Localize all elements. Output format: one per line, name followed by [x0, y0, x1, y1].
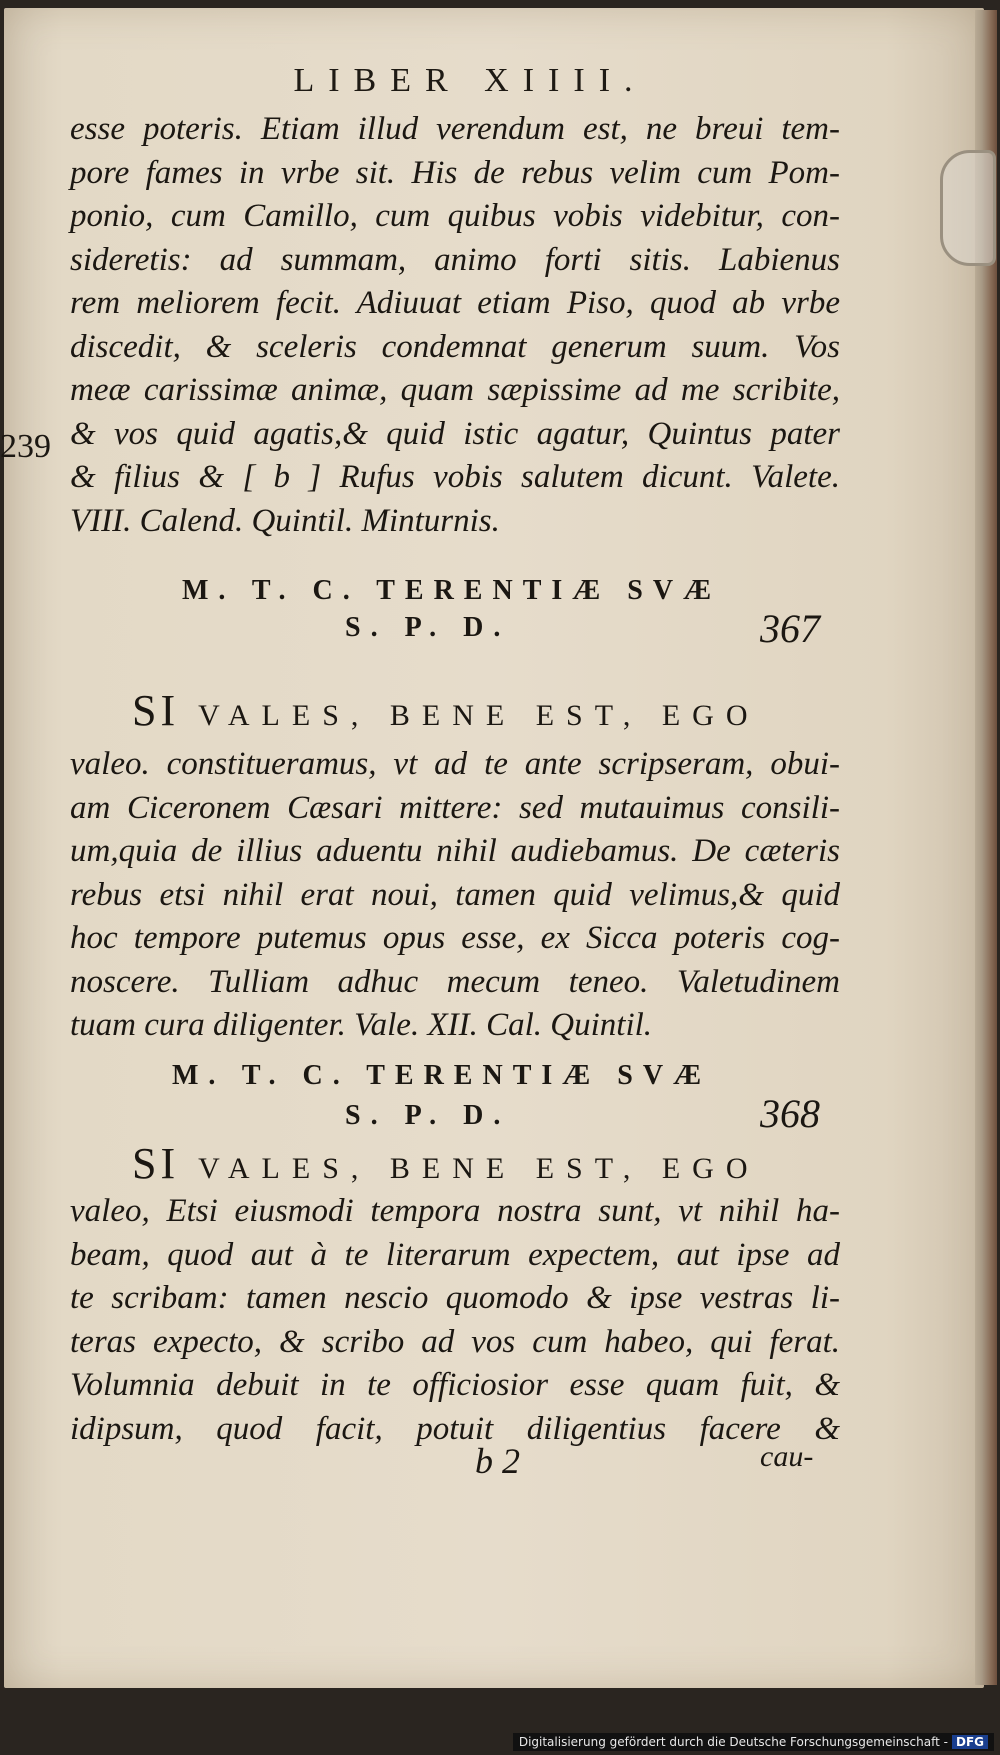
text-line: meæ carissimæ animæ, quam sæpissime ad me scribite, — [70, 372, 840, 408]
letter-number: 367 — [760, 606, 820, 651]
text-line: & vos quid agatis,& quid istic agatur, Quintus pater — [70, 415, 840, 452]
text-line: idipsum, quod facit, potuit diligentius facere & — [70, 1410, 840, 1447]
opening-capital: SI — [132, 1139, 180, 1188]
letter-body — [70, 743, 840, 1048]
dfg-logo: DFG — [952, 1735, 988, 1749]
text-line: discedit, & sceleris condemnat generum suum. Vos — [70, 328, 840, 365]
text-line: beam, quod aut à te literarum expectem, aut ipse ad — [70, 1236, 840, 1273]
opening-text: VALES, BENE EST, EGO — [198, 1152, 760, 1185]
text-line: VIII. Calend. Quintil. Minturnis. — [70, 502, 500, 539]
catchword: cau- — [760, 1440, 814, 1473]
text-line: ponio, cum Camillo, cum quibus vobis videbitur, con- — [70, 198, 840, 234]
text-line: hoc tempore putemus opus esse, ex Sicca poteris cog- — [70, 920, 840, 956]
text-line: Volumnia debuit in te officiosior esse quam fuit, & — [70, 1367, 840, 1403]
opening-capital: SI — [132, 686, 180, 735]
text-line: esse poteris. Etiam illud verendum est, ne breui tem- — [70, 111, 840, 147]
continuation-text — [70, 108, 840, 543]
text-line: am Ciceronem Cæsari mittere: sed mutauimus consili- — [70, 789, 840, 826]
opening-text: VALES, BENE EST, EGO — [198, 699, 760, 732]
marginal-number: 239 — [0, 428, 51, 465]
letter-salutation: S. P. D. — [345, 612, 511, 643]
letter-heading: M. T. C. TERENTIÆ SVÆ — [172, 1060, 712, 1091]
text-line: valeo. constitueramus, vt ad te ante scripseram, obui- — [70, 746, 840, 782]
text-line: um,quia de illius aduentu nihil audiebamus. De cæteris — [70, 833, 840, 869]
text-line: valeo, Etsi eiusmodi tempora nostra sunt, vt nihil ha- — [70, 1193, 840, 1229]
text-line: noscere. Tulliam adhuc mecum teneo. Valetudinem — [70, 963, 840, 1000]
letter-opening — [132, 1138, 759, 1189]
text-line: sideretis: ad summam, animo forti sitis. Labienus — [70, 241, 840, 278]
letter-heading: M. T. C. TERENTIÆ SVÆ — [182, 575, 722, 606]
text-line: te scribam: tamen nescio quomodo & ipse vestras li- — [70, 1280, 840, 1316]
text-line: rem meliorem fecit. Adiuuat etiam Piso, quod ab vrbe — [70, 285, 840, 321]
letter-body — [70, 1190, 840, 1451]
letter-opening — [132, 685, 759, 736]
text-line: rebus etsi nihil erat noui, tamen quid velimus,& quid — [70, 876, 840, 913]
text-line: & filius & [ b ] Rufus vobis salutem dicunt. Valete. — [70, 459, 840, 495]
letter-number: 368 — [760, 1091, 820, 1136]
signature-mark: b 2 — [475, 1441, 520, 1481]
text-line: tuam cura diligenter. Vale. XII. Cal. Quintil. — [70, 1007, 653, 1043]
text-line: teras expecto, & scribo ad vos cum habeo, qui ferat. — [70, 1323, 840, 1360]
running-head: LIBER XIIII. — [293, 62, 647, 99]
text-line: pore fames in vrbe sit. His de rebus velim cum Pom- — [70, 154, 840, 191]
footer-credit — [513, 1733, 994, 1751]
footer-text: Digitalisierung gefördert durch die Deutsche Forschungsgemeinschaft - — [518, 1735, 948, 1749]
letter-salutation: S. P. D. — [345, 1100, 511, 1131]
clamp-icon — [940, 150, 996, 266]
